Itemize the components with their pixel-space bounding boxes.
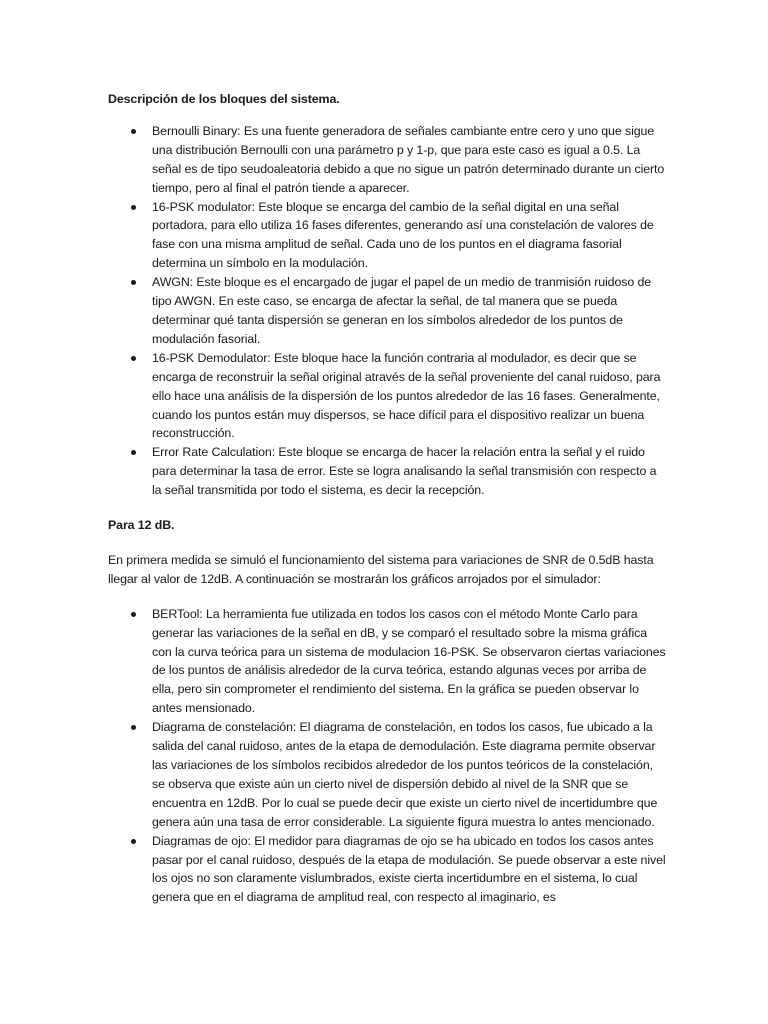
- list-item: [108, 443, 668, 500]
- bullet-icon: [131, 356, 136, 361]
- list-item: [108, 605, 668, 718]
- list-item: [108, 198, 668, 274]
- bullet-icon: [131, 280, 136, 285]
- list-item-text: BERTool: La herramienta fue utilizada en todos los casos con el método Monte Carlo para generar las variaciones de la señal en dB, y se comparó el resultado sobre la misma gráfica con la curva teórica para un sistema de modulacion 16-PSK. Se observaron ciertas variaciones de los puntos de análisis alrededor de la curva teórica, estando algunas veces por arriba de ella, pero sin comprometer el rendimiento del sistema. En la gráfica se pueden observar lo antes mensionado.: [152, 606, 666, 716]
- list-item: [108, 832, 668, 908]
- list-item-text: Diagrama de constelación: El diagrama de constelación, en todos los casos, fue ubicado a la salida del canal ruidoso, antes de la etapa de demodulación. Este diagrama permite observar las variaciones de los símbolos recibidos alrededor de los puntos teóricos de la constelación, se observa que existe aún un cierto nivel de dispersión debido al nivel de la SNR que se encuentra en 12dB. Por lo cual se puede decir que existe un cierto nivel de incertidumbre que genera aún una tasa de error considerable. La siguiente figura muestra lo antes mencionado.: [152, 720, 658, 829]
- list-item: [108, 718, 668, 831]
- list-item: [108, 349, 668, 444]
- bullet-icon: [131, 450, 136, 455]
- document-body: [108, 90, 668, 907]
- section-title-12db: Para 12 dB.: [108, 518, 175, 533]
- list-item: [108, 122, 668, 198]
- bullet-icon: [131, 839, 136, 844]
- list-item: [108, 273, 668, 349]
- list-item-text: 16-PSK modulator: Este bloque se encarga del cambio de la señal digital en una señal portadora, para ello utiliza 16 fases diferentes, generando así una constelación de valores de fase con una misma amplitud de señal. Cada uno de los puntos en el diagrama fasorial determina un símbolo en la modulación.: [152, 199, 654, 271]
- block-description-list: [108, 122, 668, 500]
- bullet-icon: [131, 725, 136, 730]
- list-item-text: Diagramas de ojo: El medidor para diagramas de ojo se ha ubicado en todos los casos antes pasar por el canal ruidoso, después de la etapa de modulación. Se puede observar a este nivel los ojos no son claramente vislumbrados, existe cierta incertidumbre en el sistema, lo cual genera que en el diagrama de amplitud real, con respecto al imaginario, es: [152, 833, 666, 905]
- bullet-icon: [131, 129, 136, 134]
- list-item-text: Error Rate Calculation: Este bloque se encarga de hacer la relación entra la señal y el ruido para determinar la tasa de error. Este se logra analisando la señal transmisión con respecto a la señal transmitida por todo el sistema, es decir la recepción.: [152, 445, 657, 498]
- results-list: [108, 605, 668, 908]
- list-item-text: AWGN: Este bloque es el encargado de jugar el papel de un medio de tranmisión ruidoso de tipo AWGN. En este caso, se encarga de afectar la señal, de tal manera que se pueda determinar qué tanta dispersión se generan en los símbolos alrededor de los puntos de modulación fasorial.: [152, 275, 652, 346]
- section-title-block-description: Descripción de los bloques del sistema.: [108, 92, 340, 106]
- list-item-text: Bernoulli Binary: Es una fuente generadora de señales cambiante entre cero y uno que sigue una distribución Bernoulli con una parámetro p y 1-p, que para este caso es igual a 0.5. La señal es de tipo seudoaleatoria debido a que no sigue un patrón determinado durante un cierto tiempo, pero al final el patrón tiende a aparecer.: [152, 123, 665, 195]
- intro-paragraph: En primera medida se simuló el funcionamiento del sistema para variaciones de SNR de 0.5dB hasta llegar al valor de 12dB. A continuación se mostrarán los gráficos arrojados por el simulador:: [108, 552, 654, 586]
- bullet-icon: [131, 612, 136, 617]
- list-item-text: 16-PSK Demodulator: Este bloque hace la función contraria al modulador, es decir que se encarga de reconstruir la señal original através de la señal proveniente del canal ruidoso, para ello hace una análisis de la dispersión de los puntos alrededor de las 16 fases. Generalmente, cuando los puntos están muy dispersos, se hace difícil para el dispositivo realizar un buena reconstrucción.: [152, 350, 661, 441]
- bullet-icon: [131, 205, 136, 210]
